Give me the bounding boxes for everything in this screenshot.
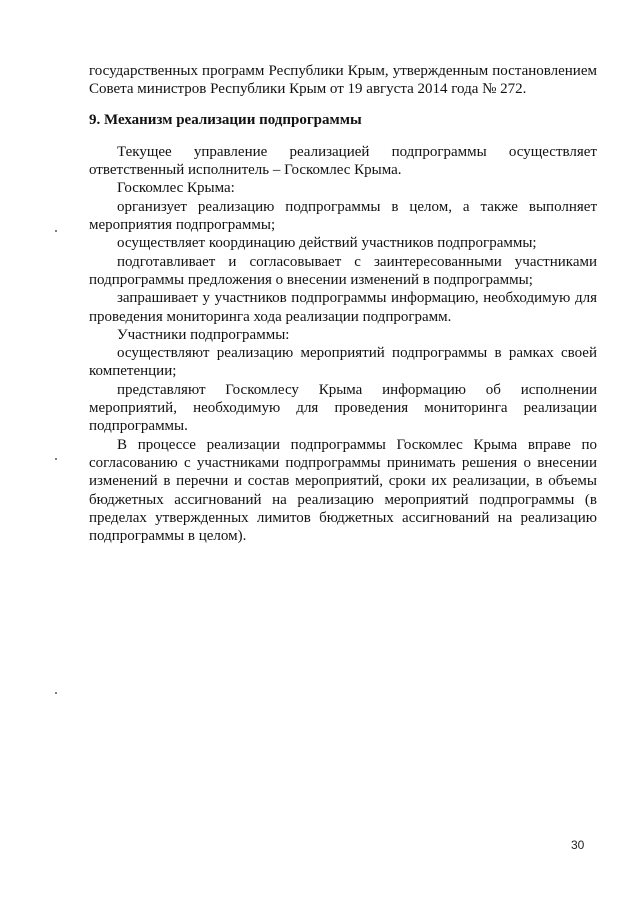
paragraph-9: представляют Госкомлесу Крыма информацию об исполнении мероприятий, необходимую для проведения мониторинга реализации подпрограммы. — [89, 381, 597, 435]
paragraph-5: подготавливает и согласовывает с заинтересованными участниками подпрограммы предложения о внесении изменений в подпрограммы; — [89, 253, 597, 288]
paragraph-7: Участники подпрограммы: — [117, 326, 290, 343]
paragraph-8: осуществляют реализацию мероприятий подпрограммы в рамках своей компетенции; — [89, 345, 597, 380]
paragraph-10: В процессе реализации подпрограммы Госкомлес Крыма вправе по согласованию с участниками подпрограммы принимать решения о внесении изменений в перечни и состав мероприятий, сроки их реализации, в объемы бюджетных ассигнований на реализацию мероприятий подпрограммы (в пределах утвержденных лимитов бюджетных ассигнований на реализацию подпрограммы в целом). — [89, 436, 597, 545]
section-heading: 9. Механизм реализации подпрограммы — [89, 111, 362, 128]
page-number: 30 — [571, 838, 585, 852]
scan-speck — [55, 458, 57, 460]
paragraph-1: Текущее управление реализацией подпрограммы осуществляет ответственный исполнитель – Госкомлес Крыма. — [89, 143, 597, 179]
scan-speck — [55, 230, 57, 232]
paragraph-intro: государственных программ Республики Крым, утвержденным постановлением Совета министров Республики Крым от 19 августа 2014 года № 272. — [89, 63, 597, 98]
document-body — [89, 62, 597, 545]
paragraph-4: осуществляет координацию действий участников подпрограммы; — [117, 235, 537, 252]
paragraph-6: запрашивает у участников подпрограммы информацию, необходимую для проведения мониторинга хода реализации подпрограмм. — [89, 290, 597, 325]
scan-speck — [55, 692, 57, 694]
paragraph-3: организует реализацию подпрограммы в целом, а также выполняет мероприятия подпрограммы; — [89, 198, 597, 234]
paragraph-2: Госкомлес Крыма: — [117, 180, 235, 197]
